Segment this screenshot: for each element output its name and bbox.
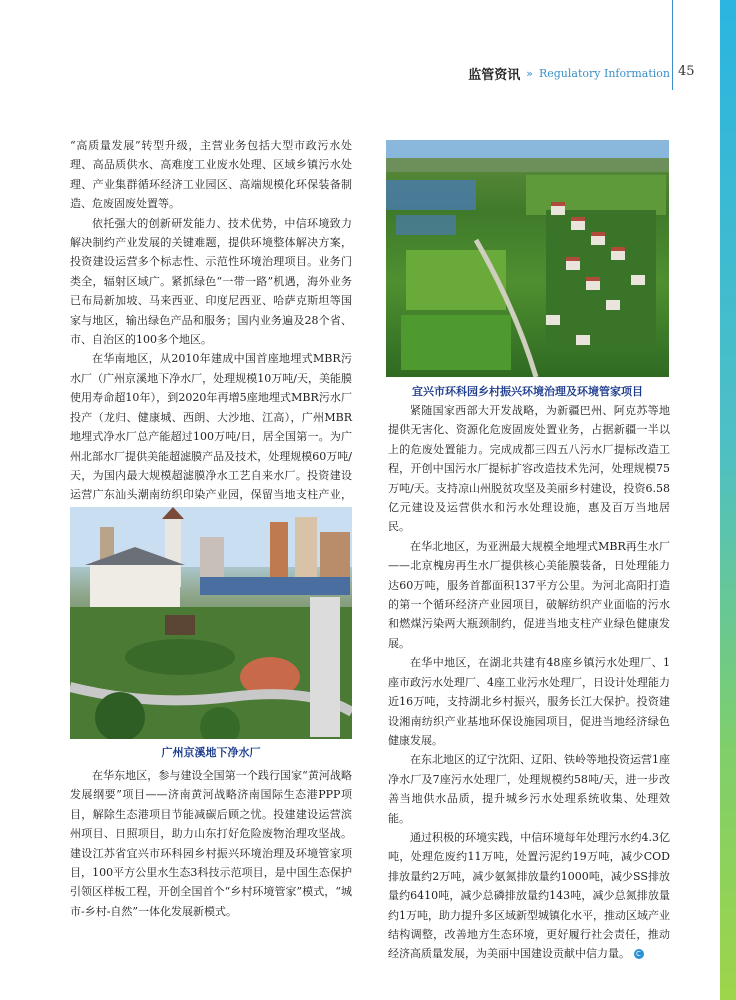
paragraph: 紧随国家西部大开发战略，为新疆巴州、阿克苏等地提供无害化、资源化危废固废处置业务，占据新疆一半以上的危废处置能力。完成成都三四五八污水厂提标改造工程，开创中国污水厂提标扩容改造技术先河，处理规模75万吨/天。支持凉山州脱贫攻坚及美丽乡村建设，投资6.58亿元建设及运营供水和污水处理设施，惠及百万当地居民。	[388, 404, 670, 534]
paragraph: 在华东地区，参与建设全国第一个践行国家“黄河战略发展纲要”项目——济南黄河战略济南国际生态港PPP项目，解除生态港项目节能减碳后顾之忧。投建建设运营滨州项目、日照项目，助力山东打好危险废物治理攻坚战。建设江苏省宜兴市环科园乡村振兴环境治理及环境管家项目，100平方公里水生态3科技示范项目，是中国生态保护引领区样板工程，开创全国首个“乡村环境管家”模式，“城市-乡村-自然”一体化发展新模式。	[70, 769, 352, 918]
plant-photo	[70, 507, 352, 739]
paragraph: 在东北地区的辽宁沈阳、辽阳、铁岭等地投资运营1座净水厂及7座污水处理厂，处理规模约58吨/天，进一步改善当地供水品质，提升城乡污水处理系统收集、处理效能。	[388, 753, 670, 825]
left-column-top	[70, 136, 352, 524]
paragraph: 在华中地区，在湖北共建有48座乡镇污水处理厂、1座市政污水处理厂、4座工业污水处理厂，日设计处理能力近16万吨，支持湖北乡村振兴，服务长江大保护。投资建设湘南纺织产业基地环保设施园项目，促进当地经济绿色健康发展。	[388, 656, 670, 747]
paragraph: 通过积极的环境实践，中信环境每年处理污水约4.3亿吨，处理危废约11万吨，处置污泥约19万吨，减少COD排放量约2万吨，减少氨氮排放量约1000吨，减少SS排放量约6410吨，减少总磷排放量约143吨，减少总氮排放量约1万吨，助力提升多区域新型城镇化水平，推动区域产业结构调整，改善地方生态环境，更好履行社会责任，推动经济高质量发展，为美丽中国建设贡献中信力量。	[388, 830, 670, 961]
paragraph: 在华北地区，为亚洲最大规模全地埋式MBR再生水厂——北京槐房再生水厂提供核心美能膜装备，日处理能力达60万吨，服务首都面积137平方公里。为河北高阳打造的第一个循环经济产业园项目，破解纺织产业面临的污水和燃煤污染两大瓶颈制约，促进当地支柱产业绿色健康发展。	[388, 539, 670, 650]
plant-photo-illustration	[70, 507, 352, 739]
paragraph-final	[388, 828, 670, 964]
running-header	[468, 63, 670, 83]
right-column	[388, 401, 670, 964]
page-number: 45	[678, 64, 695, 79]
paragraph: 在华南地区，从2010年建成中国首座地埋式MBR污水厂（广州京溪地下净水厂，处理规模10万吨/天，美能膜使用寿命超10年），到2020年再增5座地埋式MBR污水厂投产（龙归、健康城、西朗、大沙地、江高），广州MBR地埋式净水厂总产能超过100万吨/日，居全国第一。为广州北部水厂提供美能超滤膜产品及技术，处理规模60万吨/天，为国内最大规模超滤膜净水工艺自来水厂。投资建设运营广东汕头潮南纺织印染产业园，保留当地支柱产业，	[70, 352, 352, 502]
village-aerial-photo	[386, 140, 669, 377]
section-title-cn: 监管资讯	[468, 67, 521, 83]
article-end-icon: C	[634, 949, 644, 959]
paragraph: “高质量发展”转型升级，主营业务包括大型市政污水处理、高品质供水、高难度工业废水处理、区域乡镇污水处理、产业集群循环经济工业园区、高端规模化环保装备制造、危废固废处置等。	[70, 139, 352, 211]
village-photo-caption: 宜兴市环科园乡村振兴环境治理及环境管家项目	[412, 385, 643, 398]
paragraph: 依托强大的创新研发能力、技术优势，中信环境致力解决制约产业发展的关键难题，提供环境整体解决方案，投资建设运营多个标志性、示范性环境治理项目。业务门类全，辐射区域广。紧抓绿色“一带一路”机遇，海外业务已布局新加坡、马来西亚、印度尼西亚、哈萨克斯坦等国家与地区，输出绿色产品和服务；国内业务遍及28个省、市、自治区的100多个地区。	[70, 216, 352, 347]
decorative-side-stripe	[720, 0, 736, 1000]
left-column-bottom	[70, 766, 352, 921]
chevron-right-icon: »	[526, 66, 533, 80]
village-photo-illustration	[386, 140, 669, 377]
header-divider	[672, 0, 673, 90]
section-title-en: Regulatory Information	[538, 66, 670, 80]
plant-photo-caption: 广州京溪地下净水厂	[161, 746, 261, 759]
